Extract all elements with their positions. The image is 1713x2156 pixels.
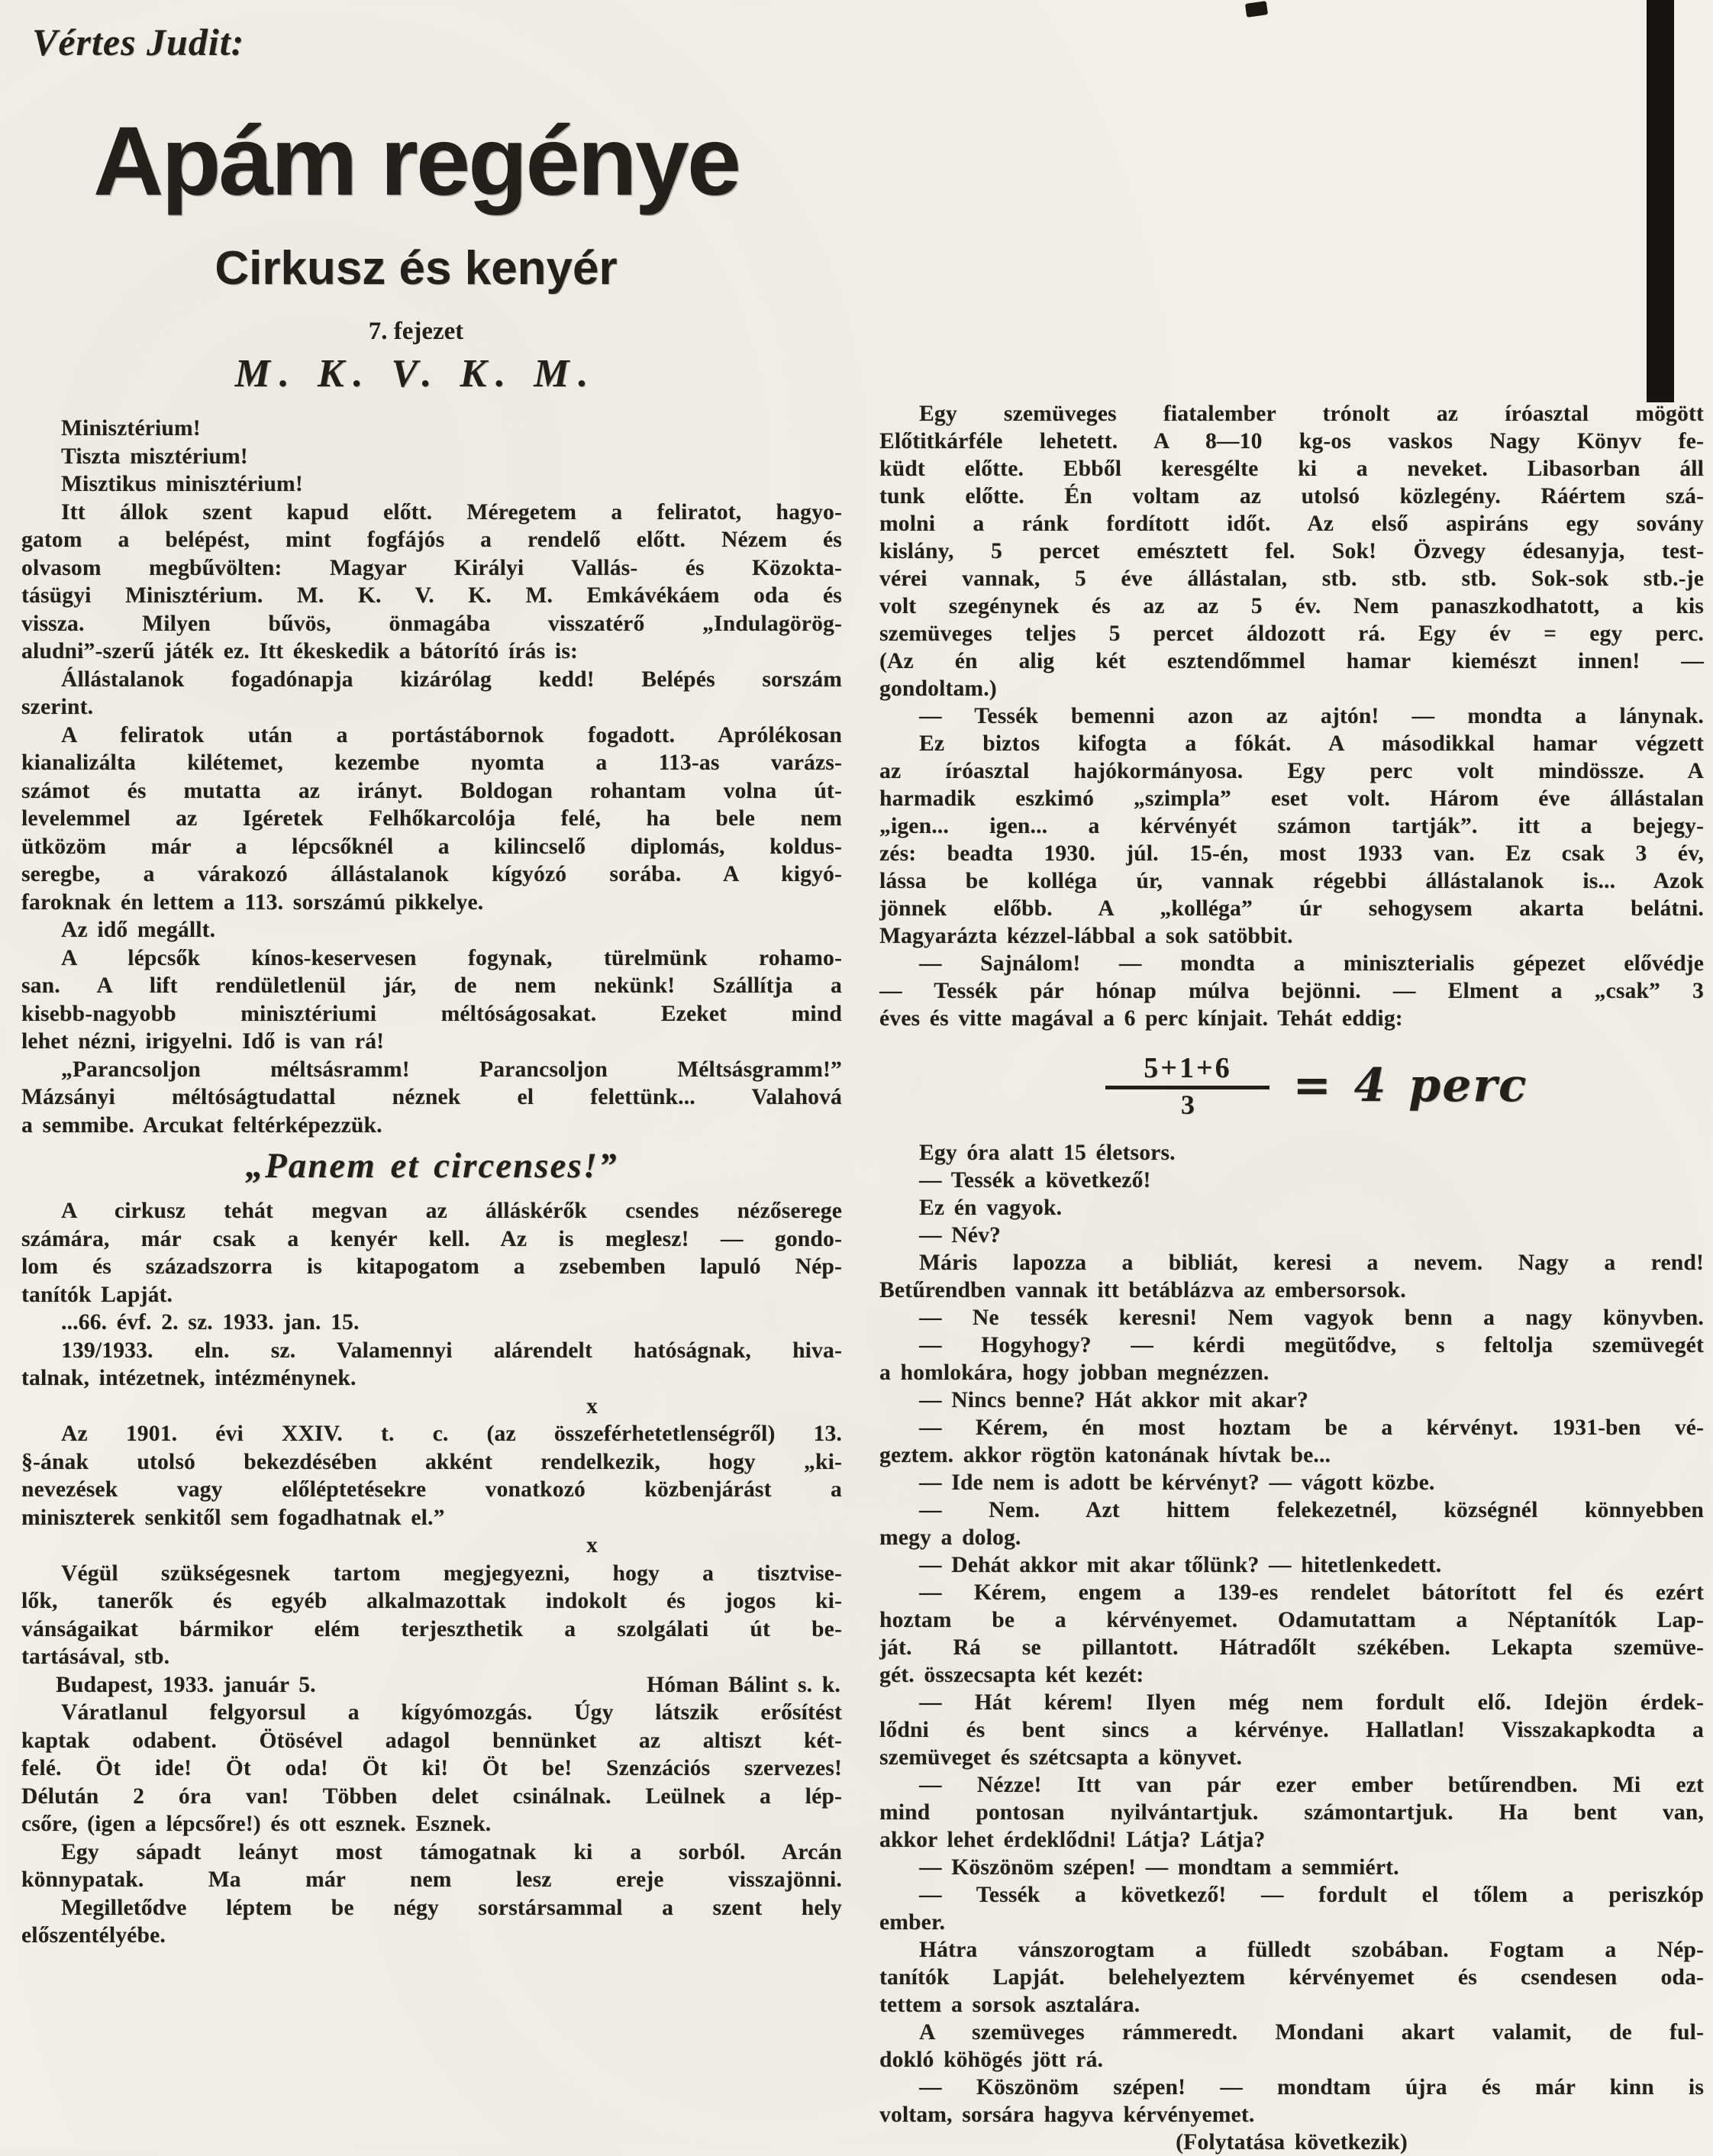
text-line: Magyarázta kézzel-lábbal a sok satöbbit. [879,924,1293,948]
text-line: az íróasztal hajókormányosa. Egy perc volt mindössze. A [879,759,1704,783]
text-line: — Ide nem is adott be kérvényt? — vágott közbe. [919,1470,1435,1495]
text-line: volt szegénynek és az az 5 év. Nem panaszkodhatott, a kis [879,594,1704,618]
text-line: tunk előtte. Én voltam az utolsó közlegény. Ráértem szá- [879,484,1704,508]
text-line: szemüveges teljes 5 percet áldozott rá. Egy év = egy perc. [879,621,1704,646]
text-line: — Nézze! Itt van pár ezer ember betűrendben. Mi ezt [919,1773,1704,1797]
text-line [21,1671,842,1699]
text-line: lom és századszorra is kitapogatom a zsebemben lapuló Nép- [21,1254,842,1279]
text-line: tásügyi Minisztérium. M. K. V. K. M. Emkávékáem oda és [21,583,842,608]
text-line: Megilletődve léptem be négy sorstársammal a szent hely [61,1895,842,1920]
text-line: voltam, sorsára hagyva kérvényemet. [879,2103,1255,2127]
text-line: Egy óra alatt 15 életsors. [919,1141,1176,1165]
text-line: gét. összecsapta két kezét: [879,1663,1144,1687]
text-line: Egy szemüveges fiatalember trónolt az íróasztal mögött [919,402,1704,426]
text-line: molni a ránk fordított időt. Az első aspiráns egy sovány [879,512,1704,536]
text-line: tanítók Lapját. belehelyeztem kérvényemet és csendesen oda- [879,1965,1704,1990]
text-line: — Ne tessék keresni! Nem vagyok benn a nagy könyvben. [919,1306,1704,1330]
text-line: ját. Rá se pillantott. Hátradőlt székében. Lekapta szemüve- [879,1635,1704,1660]
text-line-right: Hóman Bálint s. k. [647,1672,840,1697]
author-byline: Vértes Judit: [32,21,245,63]
text-line: Máris lapozza a bibliát, keresi a nevem. Nagy a rend! [919,1251,1704,1275]
text-line: san. A lift rendületlenül jár, de nem nekünk! Szállítja a [21,973,842,998]
text-line: 139/1933. eln. sz. Valamennyi alárendelt hatóságnak, hiva- [61,1338,842,1363]
text-line: csőre, (igen a lépcsőre!) és ott esznek. Esznek. [21,1812,492,1836]
text-line: kislány, 5 percet emésztett fel. Sok! Özvegy édesanyja, test- [879,539,1704,563]
text-line: dokló köhögés jött rá. [879,2048,1104,2072]
text-line: — Hogyhogy? — kérdi megütődve, s feltolja szemüvegét [919,1333,1704,1357]
section-separator: x [586,1533,598,1557]
text-line: (Folytatása következik) [1176,2130,1408,2154]
text-line: akkor lehet érdeklődni! Látja? Látja? [879,1828,1266,1852]
text-line: kianalizálta kilétemet, kezembe nyomta a 113-as varázs- [21,750,842,775]
text-line: levelemmel az Igéretek Felhőkarcolója felé, ha bele nem [21,806,842,831]
text-line: — Tessék pár hónap múlva bejönni. — Elment a „csak” 3 [879,979,1704,1003]
text-line: Tiszta misztérium! [61,444,248,469]
text-line: geztem. akkor rögtön katonának hívtak be... [879,1443,1331,1467]
text-line: Ez biztos kifogta a fókát. A másodikkal hamar végzett [919,731,1704,756]
fraction [1105,1053,1269,1119]
text-line: — Dehát akkor mit akar tőlünk? — hitetlenkedett. [919,1553,1442,1577]
text-line: Az 1901. évi XXIV. t. c. (az összeférhetetlenségről) 13. [61,1422,842,1446]
text-line: gatom a belépést, mint fogfájós a rendelő előtt. Nézem és [21,528,842,552]
formula-result: = 4 perc [1292,1059,1528,1112]
text-line: tettem a sorsok asztalára. [879,1993,1140,2017]
text-line: éves és vitte magával a 6 perc kínjait. Tehát eddig: [879,1006,1403,1031]
section-heading: „Panem et circenses!” [245,1146,618,1186]
text-line: „Parancsoljon méltsásramm! Parancsoljon Méltsásgramm!” [61,1057,842,1082]
text-line: — Köszönöm szépen! — mondtam újra és már kinn is [919,2075,1704,2100]
text-line: ütközöm már a lépcsőknél a kilincselő diplomás, koldus- [21,834,842,859]
text-line: — Tessék bemenni azon az ajtón! — mondta a lánynak. [919,704,1704,728]
text-line: — Tessék a következő! — fordult el tőlem a periszkóp [919,1883,1704,1907]
text-line: Állástalanok fogadónapja kizárólag kedd! Belépés sorszám [61,666,842,692]
text-line: Minisztérium! [61,416,201,441]
text-line: aludni”-szerű játék ez. Itt ékeskedik a bátorító írás is: [21,639,579,663]
text-line: A lépcsők kínos-keservesen fogynak, türelmünk rohamo- [61,945,842,970]
text-line: könnypatak. Ma már nem lesz ereje visszajönni. [21,1867,842,1892]
article-title: Apám regénye [92,107,740,216]
text-line: — Sajnálom! — mondta a miniszterialis gépezet elővédje [919,951,1704,976]
text-line: ...66. évf. 2. sz. 1933. jan. 15. [61,1310,360,1335]
text-line: A feliratok után a portástábornok fogadott. Aprólékosan [61,722,842,747]
text-line: kaptak odabent. Ötösével adagol bennünket az altiszt két- [21,1728,842,1753]
scan-artifact-bar [1647,0,1674,402]
text-line: gondoltam.) [879,676,997,701]
text-line: hoztam be a kérvényemet. Odamutattam a Néptanítók Lap- [879,1608,1704,1632]
text-line: a homlokára, hogy jobban megnézzen. [879,1360,1269,1385]
scan-artifact-speck [1245,1,1268,18]
text-line: faroknak én lettem a 113. sorszámú pikkelye. [21,889,484,915]
text-line: vérei vannak, 5 éve állástalan, stb. stb. stb. Sok-sok stb.-je [879,566,1704,591]
text-line: Előtitkárféle lehetett. A 8—10 kg-os vaskos Nagy Könyv fe- [879,429,1704,453]
text-line: Végül szükségesnek tartom megjegyezni, hogy a tisztvise- [61,1561,842,1586]
text-line: — Nem. Azt hittem felekezetnél, községnél könnyebben [919,1498,1704,1522]
left-column [21,415,842,1950]
right-column-block-2 [879,1139,1704,2156]
text-line: A szemüveges rámmeredt. Mondani akart valamit, de ful- [919,2020,1704,2045]
text-line: seregbe, a várakozó állástalanok kígyózó sorába. A kigyó- [21,862,842,886]
text-line: előszentélyébe. [21,1923,166,1948]
text-line: ember. [879,1910,946,1935]
text-line: Egy sápadt leányt most támogatnak ki a sorból. Arcán [61,1839,842,1864]
text-line: lássa be kolléga úr, vannak régebbi állástalanok is... Azok [879,869,1704,893]
text-line: Hátra vánszorogtam a fülledt szobában. Fogtam a Nép- [919,1938,1704,1962]
text-line-left: Budapest, 1933. január 5. [56,1672,316,1697]
formula [879,1032,1704,1139]
text-line: — Hát kérem! Ilyen még nem fordult elő. Idejön érdek- [919,1690,1704,1715]
text-line: — Kérem, engem a 139-es rendelet bátorított fel és ezért [919,1580,1704,1605]
text-line: Váratlanul felgyorsul a kígyómozgás. Úgy látszik erősítést [61,1700,842,1725]
text-line: számára, már csak a kenyér kell. Az is meglesz! — gondo- [21,1226,842,1251]
fraction-denominator: 3 [1180,1089,1195,1120]
text-line: — Nincs benne? Hát akkor mit akar? [919,1388,1308,1412]
text-line: Az idő megállt. [61,918,216,942]
text-line: szemüveget és szétcsapta a könyvet. [879,1745,1243,1770]
article-subtitle: Cirkusz és kenyér [215,242,618,295]
text-line: szerint. [21,695,94,719]
text-line: számot és mutatta az irányt. Boldogan rohantam volna út- [21,778,842,803]
text-line: olvasom megbűvölten: Magyar Királyi Vallás- és Közokta- [21,555,842,580]
chapter-number: 7. fejezet [368,318,464,345]
fraction-numerator: 5+1+6 [1144,1051,1232,1084]
text-line: — Név? [919,1223,1001,1247]
text-line: Ez én vagyok. [919,1196,1063,1220]
text-line: Misztikus minisztérium! [61,472,303,496]
text-line: A cirkusz tehát megvan az álláskérők csendes nézőserege [61,1199,842,1223]
left-column-block-2 [21,1197,842,1950]
text-line: nevezések vagy előléptetésekre vonatkozó közbenjárást a [21,1477,842,1502]
text-line: — Köszönöm szépen! — mondtam a semmiért. [919,1855,1399,1880]
text-line: vissza. Milyen bűvös, önmagába visszatérő „Indulagörög- [21,611,842,636]
right-column [879,400,1704,2156]
text-line: talnak, intézetnek, intézménynek. [21,1366,356,1390]
text-line: — Kérem, én most hoztam be a kérvényt. 1931-ben vé- [919,1415,1704,1440]
chapter-title: M. K. V. K. M. [234,352,598,395]
text-line: Betűrendben vannak itt betáblázva az embersorsok. [879,1278,1406,1302]
text-line: Itt állok szent kapud előtt. Méregetem a feliratot, hagyo- [61,499,842,524]
text-line: tartásával, stb. [21,1644,170,1669]
text-line: lődni és bent sincs a kérvénye. Hallatlan! Visszakapkodta a [879,1718,1704,1742]
text-line: miniszterek senkitől sem fogadhatnak el.” [21,1505,445,1530]
text-line: zés: beadta 1930. júl. 15-én, most 1933 van. Ez csak 3 év, [879,841,1704,866]
text-line: küdt előtte. Ebből keresgélte ki a neveket. Libasorban áll [879,457,1704,481]
text-line: kisebb-nagyobb minisztériumi méltóságosakat. Ezeket mind [21,1001,842,1026]
fraction-bar [1105,1086,1269,1089]
text-line: Délután 2 óra van! Többen delet csinálnak. Leülnek a lép- [21,1783,842,1809]
text-line: jönnek előbb. A „kolléga” úr sehogysem akarta belátni. [879,896,1704,921]
section-separator: x [586,1393,598,1419]
text-line: Mázsányi méltóságtudattal néznek el felettünk... Valahová [21,1085,842,1109]
text-line: lők, tanerők és egyéb alkalmazottak indokolt és jogos ki- [21,1589,842,1613]
text-line: — Tessék a következő! [919,1168,1151,1193]
text-line: „igen... igen... a kérvényét számon tartják”. itt a bejegy- [879,814,1704,838]
text-line: §-ának utolsó bekezdésében akként rendelkezik, hogy „ki- [21,1449,842,1474]
text-line: (Az én alig két esztendőmmel hamar kiemészt innen! — [879,649,1704,673]
text-line: vánságaikat bármikor elém terjeszthetik a szolgálati út be- [21,1616,842,1641]
text-line: mind pontosan nyilvántartjuk. számontartjuk. Ha bent van, [879,1800,1704,1825]
text-line: a semmibe. Arcukat feltérképezzük. [21,1112,382,1138]
text-line: tanítók Lapját. [21,1282,173,1307]
text-line: lehet nézni, irigyelni. Idő is van rá! [21,1029,385,1054]
left-column-block-1 [21,415,842,1139]
text-line: felé. Öt ide! Öt oda! Öt ki! Öt be! Szenzációs szervezes! [21,1756,842,1780]
text-line: megy a dolog. [879,1525,1021,1550]
text-line: harmadik eszkimó „szimpla” eset volt. Három éve állástalan [879,786,1704,811]
right-column-block-1 [879,400,1704,1032]
